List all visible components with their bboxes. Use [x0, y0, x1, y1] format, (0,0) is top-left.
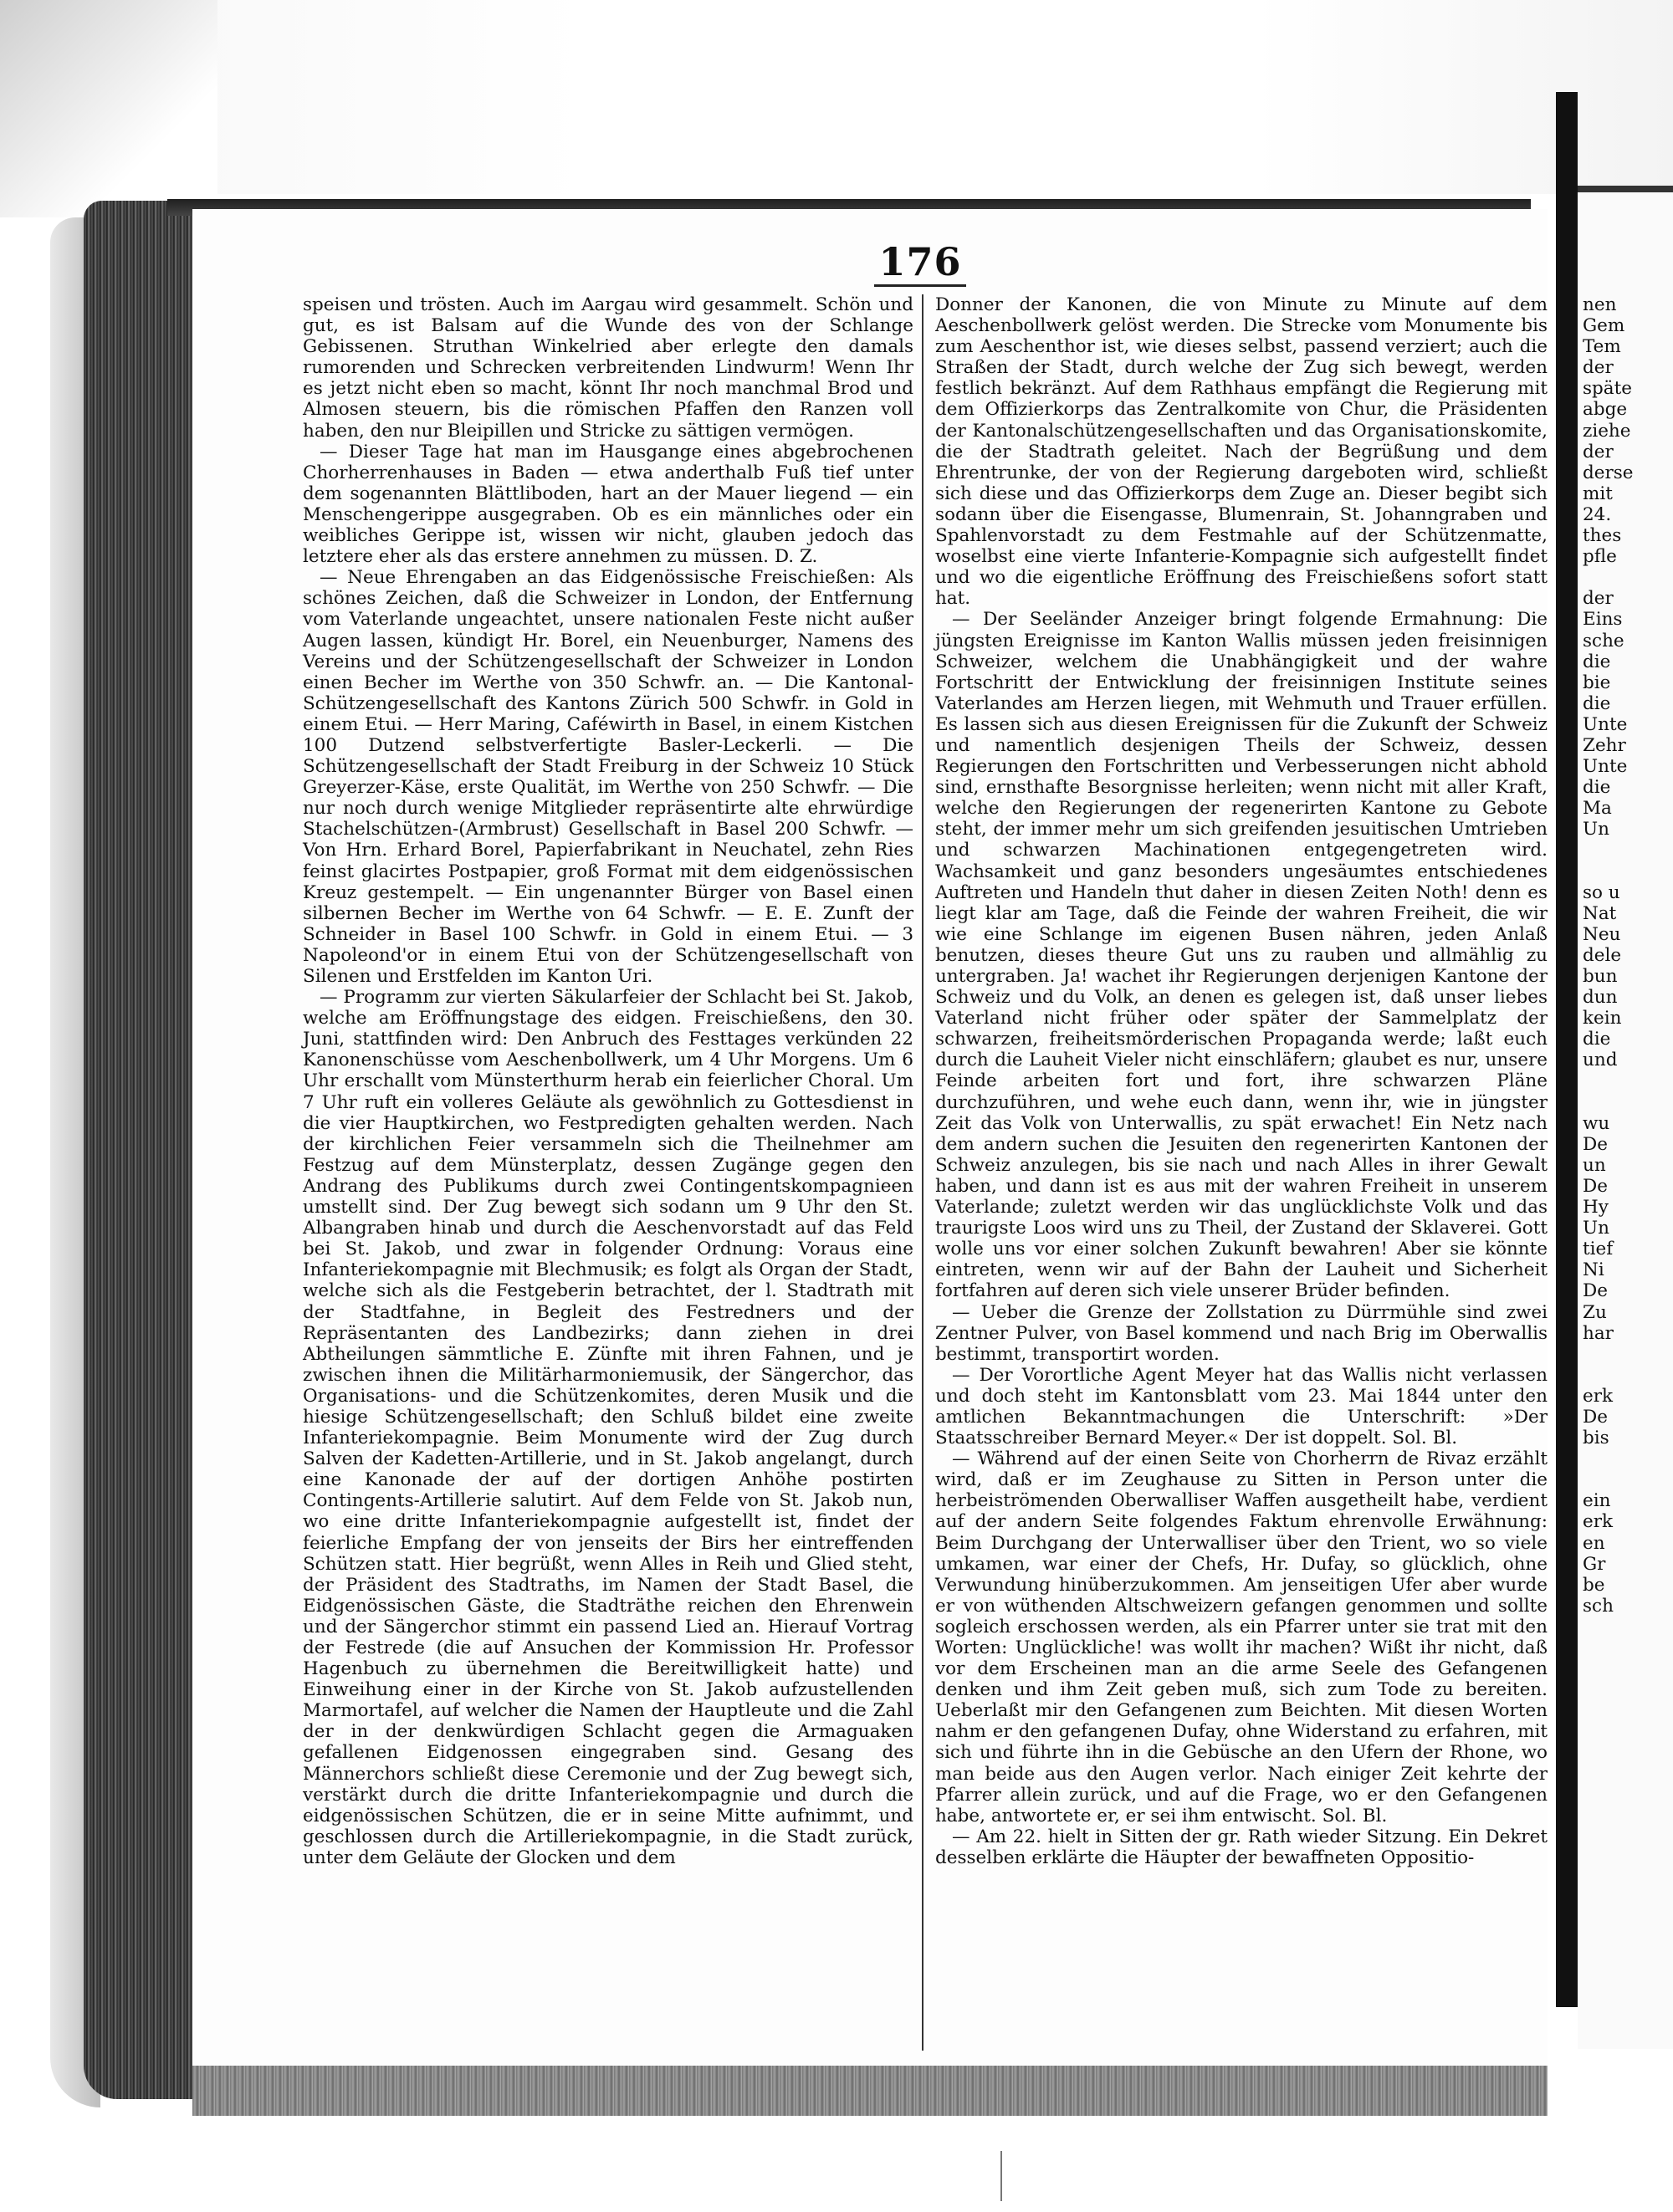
page-number: 176 [878, 239, 962, 284]
page-bottom-edge [192, 2066, 1548, 2116]
scan-shadow-corner [0, 0, 217, 217]
right-text-column [935, 294, 1548, 1868]
facing-page-text-fragments: nen Gem Tem der späte abge ziehe der derse mit 24. thes pfle der Eins sche die bie die Unte Zehr Unte die Ma Un so u Nat Neu dele bun dun kein die und wu De un De Hy Un tief Ni De Zu har erk De bis ein erk en Gr be sch [1583, 294, 1634, 1617]
paragraph: — Der Vorortliche Agent Meyer hat das Wallis nicht verlassen und doch steht im Kantonsblatt vom 23. Mai 1844 unter den amtlichen Bekanntmachungen die Unterschrift: »Der Staatsschreiber Bernard Meyer.« Der ist doppelt. Sol. Bl. [935, 1364, 1548, 1449]
page-number-rule [874, 284, 966, 287]
paragraph: Donner der Kanonen, die von Minute zu Minute auf dem Aeschenbollwerk gelöst werden. Die Strecke vom Monumente bis zum Aeschenthor ist, wie dieses selbst, passend verziert; auch die Straßen der Stadt, durch welche der Zug sich bewegt, werden festlich bekränzt. Auf dem Rathhaus empfängt die Regierung mit dem Offizierkorps das Zentralkomite von Chur, die Präsidenten der Kantonalschützengesellschaften und das Organisationskomite, die der Stadtrath geleitet. Nach der Begrüßung und dem Ehrentrunke, der von der Regierung dargeboten wird, schließt sich diese und das Offizierkorps dem Zuge an. Dieser begibt sich sodann über die Eisengasse, Blumenrain, St. Johanngraben und Spahlenvorstadt zu dem Festmahle auf der Schützenmatte, woselbst eine vierte Infanterie-Kompagnie sich aufgestellt findet und wo die eigentliche Eröffnung des Freischießens sofort statt hat. [935, 294, 1548, 610]
book-page-stack [84, 201, 192, 2099]
column-divider [922, 294, 923, 2051]
paragraph: — Am 22. hielt in Sitten der gr. Rath wieder Sitzung. Ein Dekret desselben erklärte die Häupter der bewaffneten Oppositio- [935, 1826, 1548, 1868]
scan-background-top [0, 0, 1673, 194]
paragraph: — Programm zur vierten Säkularfeier der Schlacht bei St. Jakob, welche am Eröffnungstage des eidgen. Freischießens, den 30. Juni, stattfinden wird: Den Anbruch des Festtages verkünden 22 Kanonenschüsse vom Aeschenbollwerk, um 4 Uhr Morgens. Um 6 Uhr erschallt vom Münsterthurm herab ein feierlicher Choral. Um 7 Uhr ruft ein volleres Geläute als gewöhnlich zu Gottesdienst in die vier Hauptkirchen, wo Festpredigten gehalten werden. Nach der kirchlichen Feier versammeln sich die Theilnehmer am Festzug auf dem Münsterplatz, dessen Zugänge gegen den Andrang des Publikums durch zwei Contingentskompagnieen umstellt sind. Der Zug bewegt sich sodann um 9 Uhr den St. Albangraben hinab und durch die Aeschenvorstadt auf das Feld bei St. Jakob, und zwar in folgender Ordnung: Voraus eine Infanteriekompagnie mit Blechmusik; es folgt als Organ der Stadt, welche sich als die Festgeberin betrachtet, der l. Stadtrath mit der Stadtfahne, in Begleit des Festredners und der Repräsentanten des Landbezirks; dann ziehen in drei Abtheilungen sämmtliche E. Zünfte mit ihren Fahnen, und je zwischen ihnen die Militärharmoniemusik, der Sängerchor, das Organisations- und die Schützenkomites, deren Musik und die hiesige Schützengesellschaft; den Schluß bildet eine zweite Infanteriekompagnie. Beim Monumente wird der Zug durch Salven der Kadetten-Artillerie, und in St. Jakob angelangt, durch eine Kanonade der auf der dortigen Anhöhe postirten Contingents-Artillerie salutirt. Auf dem Felde von St. Jakob nun, wo eine dritte Infanteriekompagnie aufgestellt ist, findet der feierliche Empfang der von jenseits der Birs her eintreffenden Schützen statt. Hier begrüßt, wenn Alles in Reih und Glied steht, der Präsident des Stadtraths, im Namen der Stadt Basel, die Eidgenössischen Gäste, die Stadträthe reichen den Ehrenwein und der Sängerchor stimmt ein passend Lied an. Hierauf Vortrag der Festrede (die auf Ansuchen der Kommission Hr. Professor Hagenbuch zu übernehmen die Bereitwilligkeit hatte) und Einweihung einer in der Kirche von St. Jakob aufzustellenden Marmortafel, auf welcher die Namen der Hauptleute und die Zahl der in der denkwürdigen Schlacht gegen die Armaguaken gefallenen Eidgenossen eingegraben sind. Gesang des Männerchors schließt diese Ceremonie und der Zug bewegt sich, verstärkt durch die dritte Infanteriekompagnie und durch die eidgenössischen Schützen, die er in seine Mitte aufnimmt, und geschlossen durch die Artilleriekompagnie, in die Stadt zurück, unter dem Geläute der Glocken und dem [303, 987, 913, 1868]
paragraph: speisen und trösten. Auch im Aargau wird gesammelt. Schön und gut, es ist Balsam auf die Wunde des von der Schlange Gebissenen. Struthan Winkelried aber erlegte den damals rumorenden und Schrecken verbreitenden Lindwurm! Wenn Ihr es jetzt nicht eben so macht, könnt Ihr noch manchmal Brod und Almosen steuern, bis die römischen Pfaffen den Ranzen voll haben, den nur Bleipillen und Stricke zu sättigen vermögen. [303, 294, 913, 442]
left-text-column [303, 294, 913, 1868]
paragraph: — Ueber die Grenze der Zollstation zu Dürrmühle sind zwei Zentner Pulver, von Basel kommend und nach Brig im Oberwallis bestimmt, transportirt worden. [935, 1301, 1548, 1365]
paragraph: — Der Seeländer Anzeiger bringt folgende Ermahnung: Die jüngsten Ereignisse im Kanton Wallis müssen jeden freisinnigen Schweizer, welchem die Unabhängigkeit und der wahre Fortschritt der Entwicklung der freisinnigen Institute seines Vaterlandes am Herzen liegen, mit Wehmuth und Trauer erfüllen. Es lassen sich aus diesen Ereignissen für die Zukunft der Schweiz und namentlich desjenigen Theils der Schweiz, dessen Regierungen den Fortschritten und Verbesserungen nicht abhold sind, ernsthafte Besorgnisse herleiten; wenn nicht mit aller Kraft, welche den Regierungen der regenerirten Kantone zu Gebote steht, der immer mehr um sich greifenden jesuitischen Umtrieben und schwarzen Machinationen entgegengetreten wird. Wachsamkeit und ganz besonders ungesäumtes entschiedenes Auftreten und Handeln thut daher in diesen Zeiten Noth! denn es liegt klar am Tage, daß die Feinde der wahren Freiheit, die wir wie eine Schlange im eigenen Busen nähren, jeden Anlaß benutzen, dieses theure Gut uns zu rauben und allmählig zu untergraben. Ja! wachet ihr Regierungen derjenigen Kantone der Schweiz und du Volk, an denen es gelegen ist, daß unser liebes Vaterland nicht früher oder später der Sammelplatz der schwarzen, freiheitsmörderischen Propaganda werde; laßt euch durch die Lauheit Vieler nicht einschläfern; glaubet es nur, unsere Feinde arbeiten fort und fort, ihre schwarzen Pläne durchzuführen, und wehe euch dann, wenn ihr, wie in jüngster Zeit das Volk von Unterwallis, zu spät erwachet! Ein Netz nach dem andern suchen die Jesuiten den regenerirten Kantonen der Schweiz anzulegen, bis sie nach und nach Alles in ihrer Gewalt haben, und dann ist es aus mit der wahren Freiheit in unserem Vaterlande; zuletzt werden wir das unglücklichste Volk und das traurigste Loos wird uns zu Theil, der Zustand der Sklaverei. Gott wolle uns vor einer solchen Zukunft bewahren! Aber sie könnte eintreten, wenn wir auf der Bahn der Lauheit und Sicherheit fortfahren auf deren sich viele unserer Brüder befinden. [935, 609, 1548, 1302]
book-gutter [1556, 92, 1578, 2007]
scan-mark [1000, 2151, 1002, 2201]
paragraph: — Während auf der einen Seite von Chorherrn de Rivaz erzählt wird, daß er im Zeughause zu Sitten in Person unter die herbeiströmenden Oberwalliser Waffen ausgetheilt habe, verdient auf der andern Seite folgendes Faktum ehrenvolle Erwähnung: Beim Durchgang der Unterwalliser über den Trient, wo so viele umkamen, war einer der Chefs, Hr. Dufay, so glücklich, ohne Verwundung hinüberzukommen. Am jenseitigen Ufer aber wurde er von wüthenden Altschweizern gefangen genommen und sollte sogleich erschossen werden, als ein Pfarrer unter sie trat mit den Worten: Unglückliche! was wollt ihr machen? Wißt ihr nicht, daß vor dem Erscheinen man an die arme Seele des Gefangenen denken und ihm Zeit geben muß, sich zum Tode zu bereiten. Ueberlaßt mir den Gefangenen zum Beichten. Mit diesen Worten nahm er den gefangenen Dufay, ohne Widerstand zu erfahren, mit sich und führte ihn in die Gebüsche an den Ufern der Rhone, wo man beide aus den Augen verlor. Nach einiger Zeit kehrte der Pfarrer allein zurück, und auf die Frage, wo er den Gefangenen habe, antwortete er, er sei ihm entwischt. Sol. Bl. [935, 1448, 1548, 1826]
paragraph: — Dieser Tage hat man im Hausgange eines abgebrochenen Chorherrenhauses in Baden — etwa anderthalb Fuß tief unter dem sogenannten Blättliboden, hart an der Mauer liegend — ein Menschengerippe ausgegraben. Ob es ein männliches oder ein weibliches Gerippe ist, wissen wir nicht, glauben jedoch das letztere eher als das erstere annehmen zu müssen. D. Z. [303, 441, 913, 568]
paragraph: — Neue Ehrengaben an das Eidgenössische Freischießen: Als schönes Zeichen, daß die Schweizer in London, der Entfernung vom Vaterlande ungeachtet, unsere nationalen Feste nicht außer Augen lassen, kündigt Hr. Borel, ein Neuenburger, Namens des Vereins und der Schützengesellschaft der Schweizer in London einen Becher im Werthe von 350 Schwfr. an. — Die Kantonal-Schützengesellschaft des Kantons Zürich 500 Schwfr. in Gold in einem Etui. — Herr Maring, Caféwirth in Basel, in einem Kistchen 100 Dutzend selbstverfertigte Basler-Leckerli. — Die Schützengesellschaft der Stadt Freiburg in der Schweiz 10 Stück Greyerzer-Käse, erste Qualität, im Werthe von 250 Schwfr. — Die nur noch durch wenige Mitglieder repräsentirte alte ehrwürdige Stachelschützen-(Armbrust) Gesellschaft in Basel 200 Schwfr. — Von Hrn. Erhard Borel, Papierfabrikant in Neuchatel, zehn Ries feinst glacirtes Postpapier, groß Format mit dem eidgenössischen Kreuz gestempelt. — Ein ungenannter Bürger von Basel einen silbernen Becher im Werthe von 64 Schwfr. — E. E. Zunft der Schneider in Basel 100 Schwfr. in Gold in einem Etui. — 3 Napoleond'or in einem Etui von der Schützengesellschaft von Silenen und Erstfelden im Kanton Uri. [303, 567, 913, 987]
